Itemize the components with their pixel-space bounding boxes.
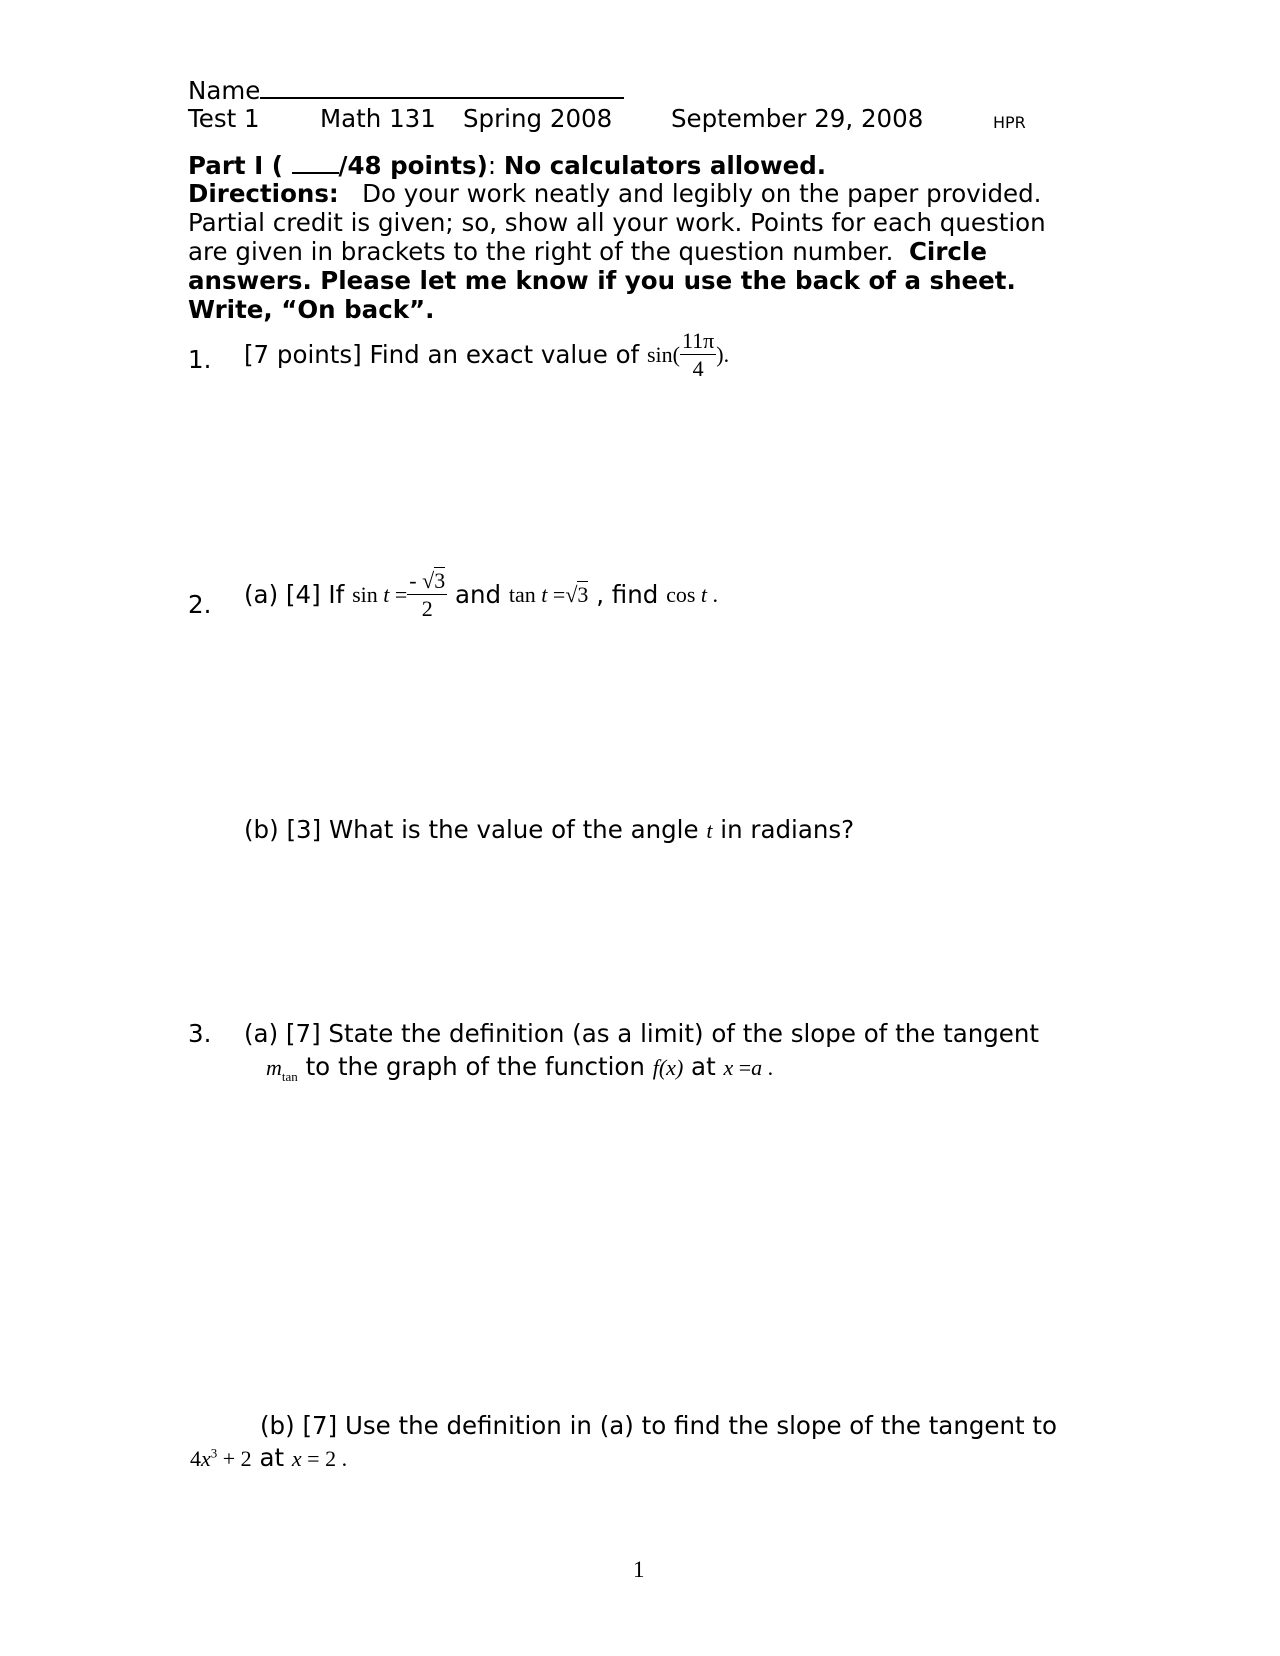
part-heading [188,151,826,180]
expr-x: x [201,1446,211,1471]
equals-3: = [733,1055,752,1080]
question-1-close: ). [716,342,730,367]
question-1-text: [7 points] Find an exact value of [244,339,640,369]
question-2a-and: and [455,579,509,609]
initials-label: HPR [993,113,1026,132]
part-title-start: Part I ( [188,151,283,180]
question-3b-at: at [251,1443,292,1472]
part-title-points: /48 points) [338,151,488,180]
minus-sign: - [409,568,417,593]
term-label: Spring 2008 [463,104,613,133]
question-3a-line2-text: to the graph of the function [297,1052,653,1081]
question-2a-text: (a) [4] If [244,579,353,609]
m-symbol: m [266,1055,282,1080]
var-t-2: t [541,582,548,607]
sqrt-radicand: 3 [434,568,446,593]
question-2b [244,815,854,844]
sqrt-radicand-2: 3 [577,582,589,607]
directions-text: Do your work neatly and legibly on the paper provided. Partial credit is given; so, show all your work. Points for each question are given in brackets to the right of the question number. [188,179,1054,266]
question-3b-end: . [336,1446,348,1471]
question-2a: (a) [4] If sin t = $\frac{- √3}{2}$ and tan t =√3 , find cos t . [244,568,719,621]
var-t-3: t [700,582,708,607]
m-subscript: tan [281,1068,298,1084]
question-2-number: 2. [188,590,212,619]
equals-4: = 2 [301,1446,337,1471]
sin-func: sin [352,582,378,607]
test-label: Test 1 [188,104,260,133]
score-blank [292,152,339,174]
question-2a-end: . [707,582,719,607]
name-label: Name [188,76,261,105]
var-x: x [723,1055,734,1080]
expr-rest: + 2 [217,1446,252,1471]
name-field [188,73,624,105]
equals-2: = [547,582,566,607]
var-t: t [383,582,390,607]
question-1-numerator: 11π [681,328,715,353]
question-1-func: sin( [646,342,680,367]
question-3a-end: . [762,1055,774,1080]
question-2b-text: (b) [3] What is the value of the angle [244,815,707,844]
question-2a-fraction: $\frac{- √3}{2}$ [409,568,446,621]
name-blank-line [260,73,624,99]
var-a: a [751,1055,763,1080]
expr-exponent: 3 [210,1445,218,1461]
question-2a-find: , find [588,579,667,609]
question-1-denominator: 4 [692,356,704,381]
question-1-fraction [680,330,716,380]
function-fx: f(x) [652,1055,684,1080]
question-2a-denominator: 2 [421,596,433,621]
directions-bold-text: Circle answers. Please let me know if you use the back of a sheet. Write, “On back”. [188,237,1016,324]
date-label: September 29, 2008 [671,104,924,133]
page-number: 1 [633,1557,645,1582]
question-3a-line1: (a) [7] State the definition (as a limit) of the slope of the tangent [244,1019,1039,1048]
var-t-4: t [706,818,713,843]
question-3b-line1: (b) [7] Use the definition in (a) to find the slope of the tangent to [260,1411,1057,1440]
question-1-number: 1. [188,345,212,374]
question-2b-text-end: in radians? [712,815,855,844]
course-label: Math 131 [320,104,436,133]
directions-label: Directions: [188,179,339,208]
part-title-colon: : [487,151,504,180]
cos-func: cos [666,582,696,607]
var-x-2: x [291,1446,302,1471]
question-1 [244,330,729,380]
equals: = [389,582,408,607]
question-3-number: 3. [188,1019,212,1048]
part-title-rule: No calculators allowed. [503,151,827,180]
question-3a-line2 [266,1052,773,1085]
expr-coefficient: 4 [190,1446,201,1471]
tan-func: tan [508,582,536,607]
question-3b-line2 [190,1443,347,1472]
question-3a-at: at [683,1052,724,1081]
directions [188,179,1088,324]
